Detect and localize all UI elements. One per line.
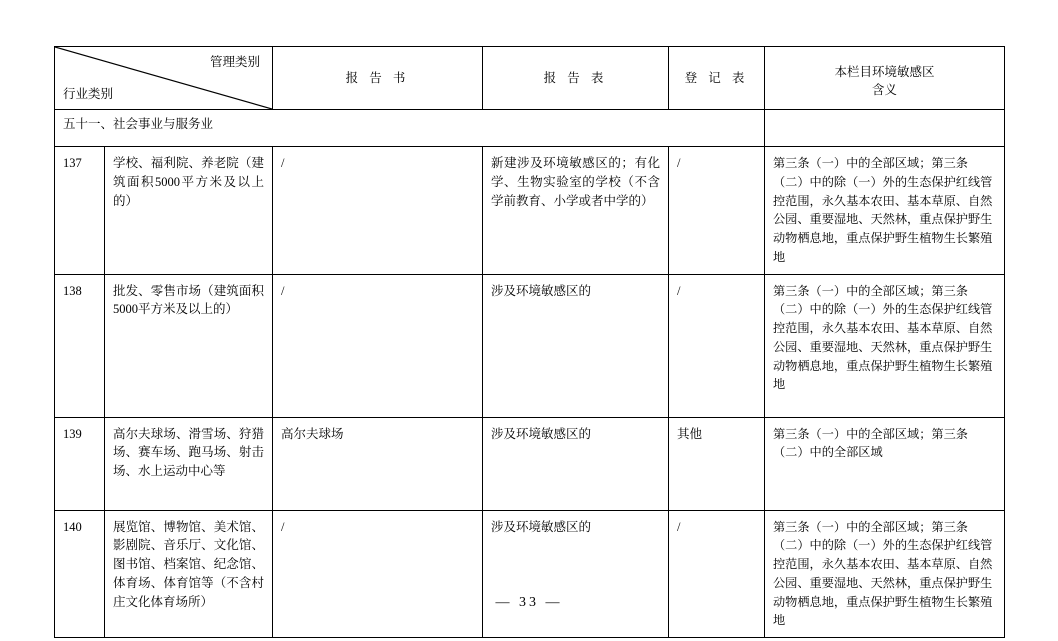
row-meaning [765, 274, 1005, 417]
row-meaning [765, 417, 1005, 510]
header-meaning-label-line2: 含义 [871, 83, 897, 98]
row-report-book [273, 147, 483, 275]
row-report-book-text: / [281, 156, 285, 170]
row-report-form-text: 涉及环境敏感区的 [491, 519, 592, 534]
row-meaning-text: 第三条（一）中的全部区域；第三条（二）中的除（一）外的生态保护红线管控范围，永久基本农田、基本草原、自然公园、重要湿地、天然林，重点保护野生动物栖息地，重点保护野生植物生长繁殖地 [773, 519, 993, 628]
table-row [55, 147, 1005, 275]
row-number: 137 [55, 147, 105, 275]
row-report-book [273, 274, 483, 417]
page-number: — 33 — [495, 595, 563, 610]
header-management-category-label: 管理类别 [209, 55, 260, 69]
row-meaning [765, 147, 1005, 275]
header-industry-category-label: 行业类别 [63, 87, 114, 102]
row-registration-form-text: / [677, 283, 681, 298]
header-registration-form-label: 登 记 表 [684, 71, 749, 85]
row-number: 138 [55, 274, 105, 417]
row-industry [105, 417, 273, 510]
row-industry-text: 批发、零售市场（建筑面积5000平方米及以上的） [113, 283, 264, 317]
row-report-book-text: / [281, 283, 285, 298]
row-report-form [483, 510, 669, 638]
row-industry-text: 展览馆、博物馆、美术馆、影剧院、音乐厅、文化馆、图书馆、档案馆、纪念馆、体育场、体育馆等（不含村庄文化体育场所） [113, 519, 264, 609]
row-industry [105, 510, 273, 638]
row-report-form-text: 涉及环境敏感区的 [491, 283, 592, 298]
row-registration-form [669, 274, 765, 417]
row-registration-form [669, 510, 765, 638]
table-row [55, 510, 1005, 638]
row-report-book-text: 高尔夫球场 [281, 426, 344, 441]
row-report-book-text: / [281, 519, 285, 534]
row-meaning-text: 第三条（一）中的全部区域；第三条（二）中的全部区域 [773, 426, 968, 460]
section-title-cell [55, 110, 765, 147]
header-report-book-label: 报 告 书 [345, 71, 410, 85]
row-meaning [765, 510, 1005, 638]
header-report-form-label: 报 告 表 [543, 71, 608, 85]
row-industry-text: 高尔夫球场、滑雪场、狩猎场、赛车场、跑马场、射击场、水上运动中心等 [113, 426, 264, 478]
table-row [55, 417, 1005, 510]
row-number: 140 [55, 510, 105, 638]
row-registration-form [669, 147, 765, 275]
header-cell-category [55, 47, 273, 110]
row-industry [105, 147, 273, 275]
row-registration-form-text: / [677, 156, 681, 170]
row-registration-form-text: 其他 [677, 426, 703, 441]
section-title: 五十一、社会事业与服务业 [63, 117, 214, 131]
row-number: 139 [55, 417, 105, 510]
header-meaning-label-line1: 本栏目环境敏感区 [834, 65, 935, 79]
header-cell-meaning [765, 47, 1005, 110]
section-row [55, 110, 1005, 147]
row-report-form [483, 274, 669, 417]
row-report-form-text: 涉及环境敏感区的 [491, 426, 592, 441]
row-report-form-text: 新建涉及环境敏感区的；有化学、生物实验室的学校（不含学前教育、小学或者中学的） [491, 156, 660, 208]
classification-table [54, 46, 1005, 638]
row-report-book [273, 417, 483, 510]
row-registration-form-text: / [677, 519, 681, 534]
section-empty-cell [765, 110, 1005, 147]
row-meaning-text: 第三条（一）中的全部区域；第三条（二）中的除（一）外的生态保护红线管控范围，永久基本农田、基本草原、自然公园、重要湿地、天然林，重点保护野生动物栖息地，重点保护野生植物生长繁殖地 [773, 156, 993, 264]
row-registration-form [669, 417, 765, 510]
row-industry-text: 学校、福利院、养老院（建筑面积5000平方米及以上的） [113, 156, 264, 208]
diagonal-header-cell [55, 47, 272, 109]
header-cell-report-form [483, 47, 669, 110]
row-report-book [273, 510, 483, 638]
header-cell-report-book [273, 47, 483, 110]
row-meaning-text: 第三条（一）中的全部区域；第三条（二）中的除（一）外的生态保护红线管控范围，永久基本农田、基本草原、自然公园、重要湿地、天然林，重点保护野生动物栖息地，重点保护野生植物生长繁殖地 [773, 283, 993, 392]
header-cell-registration-form [669, 47, 765, 110]
table-header-row [55, 47, 1005, 110]
row-report-form [483, 417, 669, 510]
table-row [55, 274, 1005, 417]
row-report-form [483, 147, 669, 275]
row-industry [105, 274, 273, 417]
